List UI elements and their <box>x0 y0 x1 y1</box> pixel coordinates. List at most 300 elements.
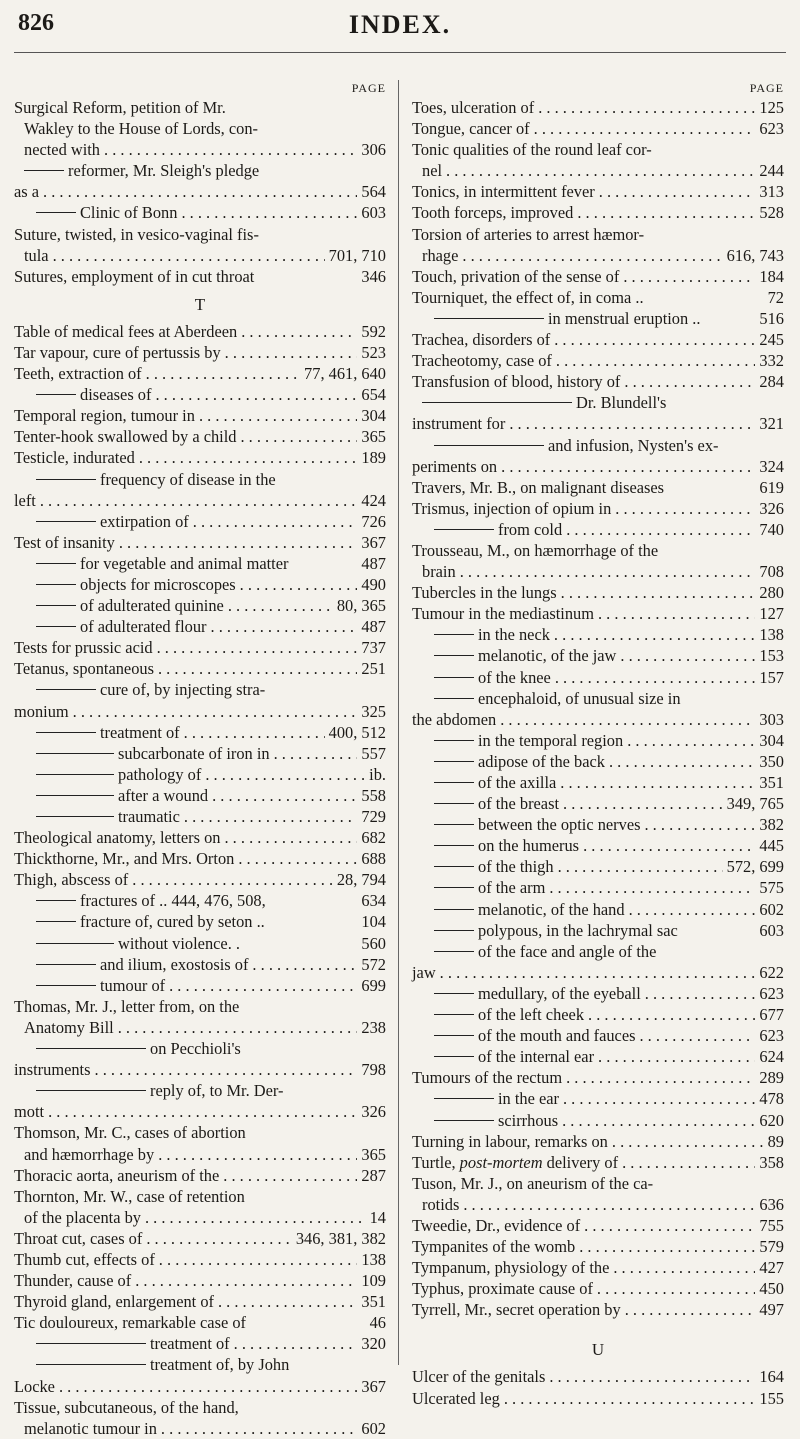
entry-text: Wakley to the House of Lords, con- <box>24 119 259 139</box>
ditto-dash <box>36 584 76 585</box>
dot-leader <box>598 603 755 624</box>
dot-leader <box>238 848 357 869</box>
ditto-dash <box>434 318 544 319</box>
ditto-dash <box>36 605 76 606</box>
dot-leader <box>145 1207 366 1228</box>
ditto-dash <box>36 1364 146 1365</box>
entry-pages: 346, 381, 382 <box>295 1228 386 1248</box>
entry-text: Dr. Blundell's <box>576 393 667 413</box>
entry-text: mott <box>14 1102 45 1122</box>
ditto-dash <box>434 1014 474 1015</box>
entry-text: from cold <box>498 519 563 539</box>
index-entry <box>412 224 784 245</box>
index-entry <box>412 160 784 181</box>
dot-leader <box>157 637 358 658</box>
entry-text: Trachea, disorders of <box>412 330 551 350</box>
ditto-dash <box>36 795 114 796</box>
ditto-dash <box>36 985 96 986</box>
page-label: PAGE <box>749 81 784 95</box>
dot-leader <box>555 667 756 688</box>
ditto-dash <box>434 845 474 846</box>
entry-text: Tuson, Mr. J., on aneurism of the ca- <box>412 1173 654 1193</box>
entry-text: frequency of disease in the <box>100 469 276 489</box>
entry-text: treatment of <box>100 722 180 742</box>
index-entry <box>14 139 386 160</box>
entry-text: treatment of, by John <box>150 1355 290 1375</box>
entry-text: treatment of <box>150 1334 230 1354</box>
entry-text: pathology of <box>118 764 202 784</box>
index-entry <box>14 701 386 722</box>
entry-text: Anatomy Bill <box>24 1017 114 1037</box>
entry-text: Transfusion of blood, history of <box>412 372 621 392</box>
entry-text: Tonics, in intermittent fever <box>412 182 595 202</box>
entry-text: in the temporal region <box>478 730 624 750</box>
entry-text: Surgical Reform, petition of Mr. <box>14 98 226 117</box>
entry-text: Tyrrell, Mr., secret operation by <box>412 1300 621 1320</box>
entry-text: Toes, ulceration of <box>412 98 535 117</box>
ditto-dash <box>36 1090 146 1091</box>
index-entry <box>14 97 386 118</box>
dot-leader <box>629 899 756 920</box>
dot-leader <box>158 658 357 679</box>
index-entry <box>14 637 386 658</box>
ditto-dash <box>36 394 76 395</box>
index-entry <box>412 624 784 645</box>
entry-text: Tonic qualities of the round leaf cor- <box>412 140 652 160</box>
dot-leader <box>119 532 358 553</box>
entry-text: Turtle, post-mortem delivery of <box>412 1152 619 1172</box>
dot-leader <box>53 245 325 266</box>
index-entry <box>14 321 386 342</box>
entry-pages: 699 <box>361 975 386 995</box>
index-entry <box>412 751 784 772</box>
index-entry <box>14 160 386 181</box>
entry-text: Ulcerated leg <box>412 1388 500 1408</box>
entry-pages: 72 <box>767 287 784 307</box>
ditto-dash <box>434 951 474 952</box>
entry-pages: 284 <box>759 372 784 392</box>
entry-pages: 127 <box>759 604 784 624</box>
dot-leader <box>577 202 755 223</box>
entry-text: Clinic of Bonn <box>80 203 178 223</box>
entry-pages: 557 <box>361 743 386 763</box>
entry-text: Tubercles in the lungs <box>412 583 557 603</box>
index-entry <box>412 245 784 266</box>
entry-pages: 349, 765 <box>726 794 784 814</box>
entry-pages: 313 <box>759 182 784 202</box>
index-entry <box>14 722 386 743</box>
entry-pages: 558 <box>361 785 386 805</box>
entry-pages: 560 <box>361 933 386 953</box>
dot-leader <box>440 962 756 983</box>
entry-pages: 304 <box>759 730 784 750</box>
entry-pages: 726 <box>361 511 386 531</box>
entry-pages: 289 <box>759 1068 784 1088</box>
entry-pages: 153 <box>759 646 784 666</box>
entry-text: the abdomen <box>412 709 497 729</box>
dot-leader <box>463 1194 755 1215</box>
entry-text: of the axilla <box>478 773 557 792</box>
index-entry <box>412 856 784 877</box>
dot-leader <box>549 1366 755 1387</box>
index-entry <box>14 1144 386 1165</box>
dot-leader <box>139 447 358 468</box>
dot-leader <box>560 772 755 793</box>
entry-text: Trousseau, M., on hæmorrhage of the <box>412 540 659 560</box>
index-entry <box>14 553 386 574</box>
entry-text: Tests for prussic acid <box>14 638 153 658</box>
index-entry <box>412 772 784 793</box>
dot-leader <box>155 384 357 405</box>
ditto-dash <box>434 909 474 910</box>
entry-text: melanotic, of the hand <box>478 899 625 919</box>
entry-pages: 497 <box>759 1300 784 1320</box>
ditto-dash <box>36 479 96 480</box>
entry-pages: 306 <box>361 140 386 160</box>
ditto-dash <box>434 1120 494 1121</box>
entry-text: of the placenta by <box>24 1207 141 1227</box>
entry-pages: 382 <box>759 815 784 835</box>
dot-leader <box>169 975 357 996</box>
entry-text: Thickthorne, Mr., and Mrs. Orton <box>14 849 235 869</box>
entry-text: Tissue, subcutaneous, of the hand, <box>14 1397 239 1417</box>
dot-leader <box>566 519 755 540</box>
ditto-dash <box>36 964 96 965</box>
entry-pages: 332 <box>759 351 784 371</box>
entry-pages: 701, 710 <box>328 245 386 265</box>
dot-leader <box>613 1257 755 1278</box>
entry-pages: 450 <box>759 1279 784 1299</box>
dot-leader <box>274 743 358 764</box>
index-entry <box>412 371 784 392</box>
entry-text: for vegetable and animal matter <box>80 553 289 573</box>
index-entries <box>412 97 784 1409</box>
entry-text: Thornton, Mr. W., case of retention <box>14 1186 245 1206</box>
entry-text: objects for microscopes <box>80 574 236 594</box>
dot-leader <box>622 1152 755 1173</box>
ditto-dash <box>36 1048 146 1049</box>
entry-text: Torsion of arteries to arrest hæmor- <box>412 224 645 244</box>
entry-pages: 602 <box>361 1418 386 1438</box>
dot-leader <box>549 877 755 898</box>
dot-leader <box>561 582 756 603</box>
index-entry <box>412 1388 784 1409</box>
entry-pages: 427 <box>759 1258 784 1278</box>
index-entry <box>412 709 784 730</box>
index-entry <box>14 1354 386 1375</box>
entry-text: of adulterated flour <box>80 617 207 637</box>
entry-text: as a <box>14 182 40 202</box>
dot-leader <box>40 490 358 511</box>
entry-text: Tic douloureux, remarkable case of <box>14 1313 246 1333</box>
ditto-dash <box>434 993 474 994</box>
dot-leader <box>104 139 357 160</box>
entry-pages: 304 <box>361 406 386 426</box>
entry-text: of the thigh <box>478 857 554 877</box>
entry-text: Trismus, injection of opium in <box>412 498 612 518</box>
entry-text: Table of medical fees at Aberdeen <box>14 321 238 341</box>
ditto-dash <box>434 1098 494 1099</box>
index-entry <box>412 266 784 287</box>
index-entry <box>412 814 784 835</box>
dot-leader <box>225 342 358 363</box>
entry-text: tumour of <box>100 975 166 995</box>
index-entry <box>14 1101 386 1122</box>
dot-leader <box>146 363 300 384</box>
index-entry <box>14 1376 386 1397</box>
section-spacer <box>412 1320 784 1332</box>
entry-text: Ulcer of the genitals <box>412 1367 546 1387</box>
dot-leader <box>184 806 358 827</box>
index-entry <box>412 498 784 519</box>
entry-text: left <box>14 490 36 510</box>
dot-leader <box>252 954 357 975</box>
dot-leader <box>460 561 756 582</box>
dot-leader <box>598 1046 755 1067</box>
entry-pages: 634 <box>361 891 386 911</box>
column-divider <box>398 80 399 1365</box>
dot-leader <box>584 1215 755 1236</box>
dot-leader <box>566 1067 755 1088</box>
entry-pages: 708 <box>759 562 784 582</box>
index-entry <box>14 911 386 932</box>
ditto-dash <box>434 634 474 635</box>
dot-leader <box>132 869 333 890</box>
entry-text: Tetanus, spontaneous <box>14 659 154 679</box>
entry-text: instruments <box>14 1060 91 1080</box>
dot-leader <box>639 1025 755 1046</box>
entry-text: and hæmorrhage by <box>24 1144 155 1164</box>
entry-pages: 798 <box>361 1060 386 1080</box>
index-entry <box>412 202 784 223</box>
index-entry <box>14 1249 386 1270</box>
entry-pages: 351 <box>759 773 784 792</box>
entry-text: on the humerus <box>478 836 580 856</box>
entry-text: nel <box>422 161 443 181</box>
entry-text: Thunder, cause of <box>14 1271 132 1291</box>
entry-pages: 400, 512 <box>328 722 386 742</box>
entry-text: Tumours of the rectum <box>412 1068 563 1088</box>
entry-text: reformer, Mr. Sleigh's pledge <box>68 161 260 181</box>
index-entry <box>412 1025 784 1046</box>
entry-text: subcarbonate of iron in <box>118 743 270 763</box>
entry-text: without violence. . <box>118 933 240 953</box>
ditto-dash <box>36 921 76 922</box>
entry-text: Throat cut, cases of <box>14 1228 143 1248</box>
entry-text: Locke <box>14 1376 55 1396</box>
dot-leader <box>184 722 325 743</box>
entry-pages: 620 <box>759 1110 784 1130</box>
dot-leader <box>240 574 358 595</box>
dot-leader <box>73 701 358 722</box>
dot-leader <box>224 827 357 848</box>
dot-leader <box>556 350 756 371</box>
dot-leader <box>504 1388 756 1409</box>
entry-pages: 80, 365 <box>336 596 386 616</box>
entry-text: Tongue, cancer of <box>412 119 530 139</box>
dot-leader <box>161 1418 357 1439</box>
entry-text: cure of, by injecting stra- <box>100 680 266 700</box>
entry-text: diseases of <box>80 385 152 405</box>
ditto-dash <box>36 732 96 733</box>
dot-leader <box>620 645 755 666</box>
dot-leader <box>158 1144 357 1165</box>
entry-pages: 138 <box>759 625 784 645</box>
section-letter: U <box>591 1340 605 1360</box>
entry-text: Tar vapour, cure of pertussis by <box>14 342 221 362</box>
entry-pages: 523 <box>361 342 386 362</box>
entry-pages: 490 <box>361 574 386 594</box>
entry-text: Thomson, Mr. C., cases of abortion <box>14 1123 246 1143</box>
index-entry <box>412 97 784 118</box>
index-entry <box>14 975 386 996</box>
index-entry <box>412 477 784 498</box>
entry-pages: 365 <box>361 1144 386 1164</box>
ditto-dash <box>36 689 96 690</box>
dot-leader <box>615 498 755 519</box>
header-rule <box>14 52 786 53</box>
entry-pages: 109 <box>361 1271 386 1291</box>
index-entry <box>14 532 386 553</box>
index-entry <box>412 287 784 308</box>
index-entry <box>412 667 784 688</box>
dot-leader <box>240 426 357 447</box>
entry-pages: 358 <box>759 1152 784 1172</box>
entry-text: Thomas, Mr. J., letter from, on the <box>14 996 240 1016</box>
index-entry <box>14 827 386 848</box>
index-entry <box>14 890 386 911</box>
index-entry <box>412 877 784 898</box>
dot-leader <box>624 371 755 392</box>
ditto-dash <box>36 521 96 522</box>
dot-leader <box>500 709 755 730</box>
entry-text: Test of insanity <box>14 532 115 552</box>
index-entry <box>14 869 386 890</box>
index-entry <box>412 392 784 413</box>
dot-leader <box>599 181 756 202</box>
entry-text: Tumour in the mediastinum <box>412 604 594 624</box>
dot-leader <box>625 1299 756 1320</box>
entry-pages: 622 <box>759 962 784 982</box>
index-entry <box>412 941 784 962</box>
dot-leader <box>118 1017 358 1038</box>
dot-leader <box>612 1131 764 1152</box>
index-entry <box>14 1207 386 1228</box>
ditto-dash <box>36 774 114 775</box>
entry-text: Tympanites of the womb <box>412 1237 576 1257</box>
index-entry <box>14 181 386 202</box>
ditto-dash <box>36 816 114 817</box>
entry-pages: 755 <box>759 1215 784 1235</box>
entry-pages: 623 <box>759 119 784 139</box>
entry-pages: 280 <box>759 583 784 603</box>
entry-pages: 326 <box>361 1102 386 1122</box>
entry-text: Turning in labour, remarks on <box>412 1131 608 1151</box>
ditto-dash <box>434 677 474 678</box>
entry-pages: 346 <box>361 266 386 286</box>
ditto-dash <box>434 761 474 762</box>
entry-pages: 77, 461, 640 <box>304 364 386 384</box>
ditto-dash <box>36 1343 146 1344</box>
entry-pages: 575 <box>759 878 784 898</box>
entry-text: traumatic <box>118 807 180 826</box>
dot-leader <box>135 1270 357 1291</box>
index-entry <box>412 350 784 371</box>
entry-pages: 603 <box>759 920 784 940</box>
index-entry <box>412 1236 784 1257</box>
dot-leader <box>563 793 723 814</box>
index-entry <box>412 1257 784 1278</box>
entry-pages: 125 <box>759 98 784 117</box>
entry-text: Suture, twisted, in vesico-vaginal fis- <box>14 224 259 244</box>
dot-leader <box>645 983 756 1004</box>
index-column-right <box>412 80 784 1409</box>
entry-text: of the face and angle of the <box>478 941 657 961</box>
ditto-dash <box>434 1035 474 1036</box>
entry-pages: 46 <box>369 1313 386 1333</box>
dot-leader <box>644 814 755 835</box>
index-entry <box>412 561 784 582</box>
ditto-dash <box>434 866 474 867</box>
index-entry <box>412 688 784 709</box>
dot-leader <box>462 245 722 266</box>
entry-text: Thoracic aorta, aneurism of the <box>14 1165 220 1185</box>
entry-text: Teeth, extraction of <box>14 364 142 384</box>
entry-text: jaw <box>412 962 436 982</box>
index-entry <box>14 1228 386 1249</box>
entry-text: Thyroid gland, enlargement of <box>14 1292 214 1312</box>
entry-pages: 572, 699 <box>726 857 784 877</box>
entry-pages: 351 <box>361 1292 386 1312</box>
index-entry <box>14 933 386 954</box>
index-entry <box>14 266 386 287</box>
entry-text: on Pecchioli's <box>150 1039 241 1059</box>
entry-text: extirpation of <box>100 511 189 531</box>
index-entry <box>412 139 784 160</box>
entry-pages: 367 <box>361 1376 386 1396</box>
entry-pages: 365 <box>361 427 386 447</box>
entry-pages: 189 <box>361 448 386 468</box>
entry-pages: 14 <box>369 1207 386 1227</box>
entry-pages: ib. <box>369 764 386 784</box>
entry-text: of the knee <box>478 667 551 687</box>
entry-pages: 321 <box>759 414 784 434</box>
entry-text: of the left cheek <box>478 1005 585 1025</box>
entry-pages: 424 <box>361 490 386 510</box>
entry-text: Temporal region, tumour in <box>14 406 195 426</box>
page-label: PAGE <box>351 81 386 95</box>
index-entry <box>412 645 784 666</box>
entry-text: Tourniquet, the effect of, in coma .. <box>412 287 644 307</box>
index-entry <box>412 1046 784 1067</box>
entry-text: Tenter-hook swallowed by a child <box>14 427 237 447</box>
index-entry <box>412 793 784 814</box>
entry-text: nected with <box>24 140 101 160</box>
index-entry <box>412 1278 784 1299</box>
ditto-dash <box>36 753 114 754</box>
entry-text: tula <box>24 245 49 265</box>
index-entry <box>412 1110 784 1131</box>
index-entries <box>14 97 386 1439</box>
entry-pages: 244 <box>759 161 784 181</box>
entry-text: rhage <box>422 245 459 265</box>
entry-text: in menstrual eruption .. <box>548 308 701 328</box>
dot-leader <box>218 1291 357 1312</box>
index-entry <box>412 329 784 350</box>
entry-text: Tracheotomy, case of <box>412 351 552 371</box>
index-entry <box>14 1291 386 1312</box>
entry-pages: 682 <box>361 828 386 848</box>
